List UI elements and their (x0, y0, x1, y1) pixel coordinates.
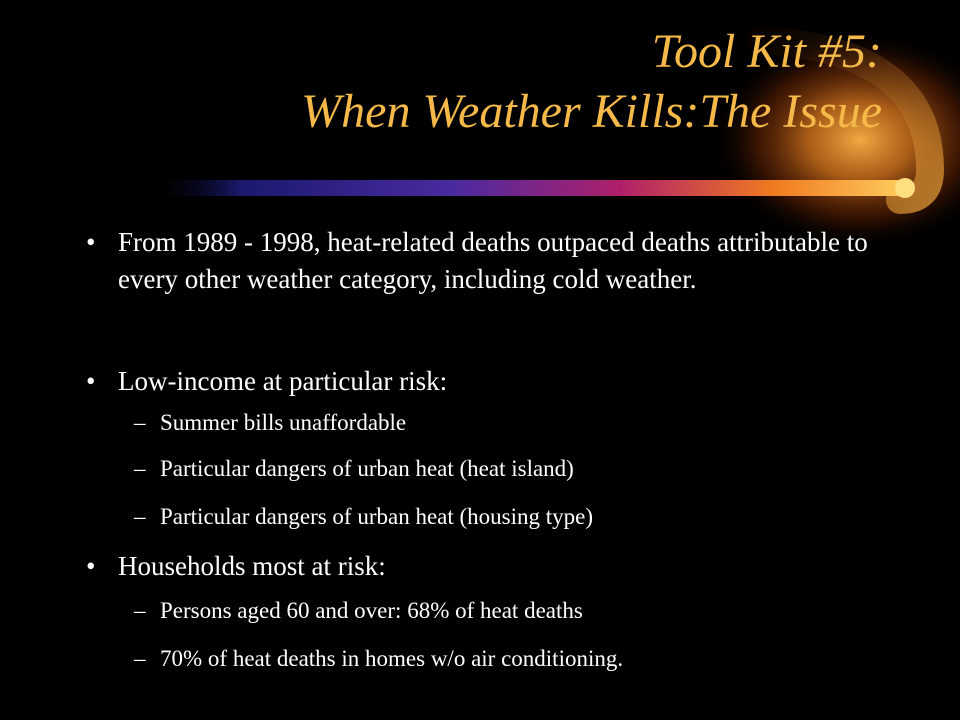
sub-bullet-item (134, 596, 880, 626)
dash-symbol: – (134, 456, 146, 481)
sub-bullet-text: Particular dangers of urban heat (heat island) (160, 456, 574, 481)
sub-bullet-item (134, 454, 880, 484)
dash-symbol: – (134, 410, 146, 435)
sub-bullet-item (134, 408, 880, 438)
sub-bullet-text: Persons aged 60 and over: 68% of heat deaths (160, 598, 583, 623)
sub-bullet-text: Summer bills unaffordable (160, 410, 407, 435)
dash-symbol: – (134, 598, 146, 623)
dash-symbol: – (134, 504, 146, 529)
bullet-symbol: • (86, 366, 96, 396)
title-line-1: Tool Kit #5: (651, 25, 882, 78)
bullet-item (86, 363, 878, 400)
bullet-item (86, 224, 878, 298)
bullet-text: Households most at risk: (118, 551, 386, 581)
bullet-symbol: • (86, 551, 96, 581)
bullet-item (86, 548, 878, 585)
sub-bullet-item (134, 644, 880, 674)
bullet-text: From 1989 - 1998, heat-related deaths outpaced deaths attributable to every other weather category, including cold weather. (118, 227, 868, 294)
dash-symbol: – (134, 646, 146, 671)
sub-bullet-item (134, 502, 880, 532)
sub-bullet-text: Particular dangers of urban heat (housing type) (160, 504, 594, 529)
bullet-text: Low-income at particular risk: (118, 366, 448, 396)
sub-bullet-text: 70% of heat deaths in homes w/o air conditioning. (160, 646, 624, 671)
title-line-2: When Weather Kills:The Issue (301, 85, 882, 138)
bullet-symbol: • (86, 227, 96, 257)
